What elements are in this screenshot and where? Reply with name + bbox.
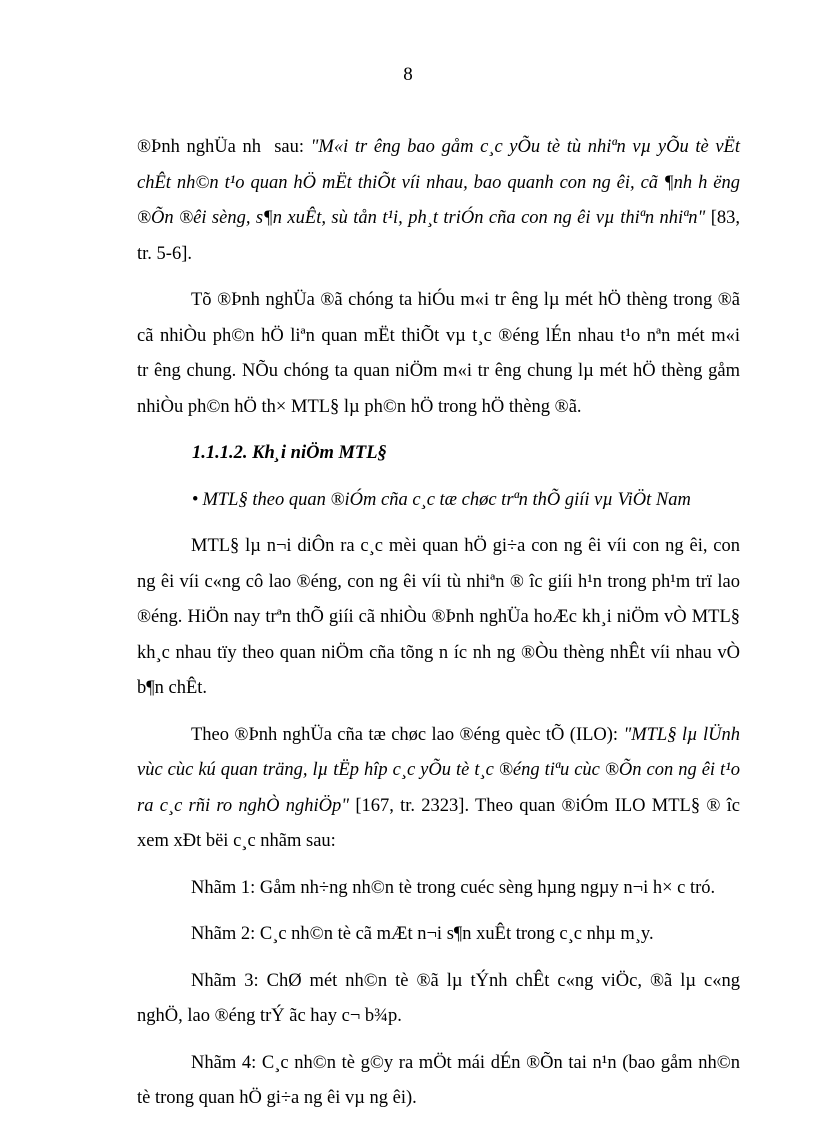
- definition-lead: ®Þnh nghÜa nh sau:: [137, 137, 311, 157]
- bullet-icon: •: [192, 489, 199, 510]
- paragraph-definition: [137, 130, 740, 272]
- environment-definition-quote: "M«i tr êng bao gåm c¸c yÕu tè tù nhiªn vµ yÕu tè vËt chÊt nh©n t¹o quan hÖ mËt thiÕt víi nhau, bao quanh con ng êi, cã ¶nh h ëng ®Õn ®êi sèng, s¶n xuÊt, sù tån t¹i, ph¸t triÓn cña con ng êi vµ thiªn nhiªn": [137, 137, 740, 228]
- page-number: 8: [403, 64, 413, 85]
- group-3: Nhãm 3: ChØ mét nh©n tè ®ã lµ tÝnh chÊt c«ng viÖc, ®ã lµ c«ng nghÖ, lao ®éng trÝ ãc hay c¬ b¾p.: [137, 970, 740, 1026]
- group-2: Nhãm 2: C¸c nh©n tè cã mÆt n¬i s¶n xuÊt trong c¸c nhµ m¸y.: [191, 924, 654, 944]
- page-body: [137, 130, 740, 1128]
- group-1: Nhãm 1: Gåm nh÷ng nh©n tè trong cuéc sèng hµng ngµy n¬i h× c tró.: [191, 877, 716, 898]
- bullet-text: MTL§ theo quan ®iÓm cña c¸c tæ chøc trªn thÕ giíi vµ ViÖt Nam: [202, 489, 691, 510]
- paragraph-ilo-definition: [137, 718, 740, 860]
- ilo-quote: "MTL§ lµ lÜnh vùc cùc kú quan träng, lµ tËp hîp c¸c yÕu tè t¸c ®éng tiªu cùc ®Õn con ng êi t¹o ra c¸c rñi ro nghÒ nghiÖp": [137, 724, 740, 816]
- group-4: Nhãm 4: C¸c nh©n tè g©y ra mÖt mái dÉn ®Õn tai n¹n (bao gåm nh©n tè trong quan hÖ gi÷a ng êi vµ ng êi).: [137, 1052, 740, 1108]
- ilo-lead: Theo ®Þnh nghÜa cña tæ chøc lao ®éng quèc tÕ (ILO):: [191, 724, 624, 745]
- paragraph-system: Tõ ®Þnh nghÜa ®ã chóng ta hiÓu m«i tr êng lµ mét hÖ thèng trong ®ã cã nhiÒu ph©n hÖ liªn quan mËt thiÕt vµ t¸c ®éng lÉn nhau t¹o nªn mét m«i tr êng chung. NÕu chóng ta quan niÖm m«i tr êng chung lµ mét hÖ thèng gåm nhiÒu ph©n hÖ th× MTL§ lµ ph©n hÖ trong hÖ thèng ®ã.: [137, 290, 740, 417]
- section-heading: 1.1.1.2. Kh¸i niÖm MTL§: [192, 443, 387, 463]
- paragraph-work-environment: MTL§ lµ n¬i diÔn ra c¸c mèi quan hÖ gi÷a con ng êi víi con ng êi, con ng êi víi c«ng cô lao ®éng, con ng êi víi tù nhiªn ® îc giíi h¹n trong ph¹m trï lao ®éng. HiÖn nay trªn thÕ giíi cã nhiÒu ®Þnh nghÜa hoÆc kh¸i niÖm vÒ MTL§ kh¸c nhau tïy theo quan niÖm cña tõng n íc nh ng ®Òu thèng nhÊt víi nhau vÒ b¶n chÊt.: [137, 536, 740, 698]
- citation: [83, tr. 5-6].: [137, 208, 740, 264]
- bullet-item: [137, 483, 740, 519]
- ilo-tail: [167, tr. 2323]. Theo quan ®iÓm ILO MTL§ ® îc xem xÐt bëi c¸c nhãm sau:: [137, 795, 740, 851]
